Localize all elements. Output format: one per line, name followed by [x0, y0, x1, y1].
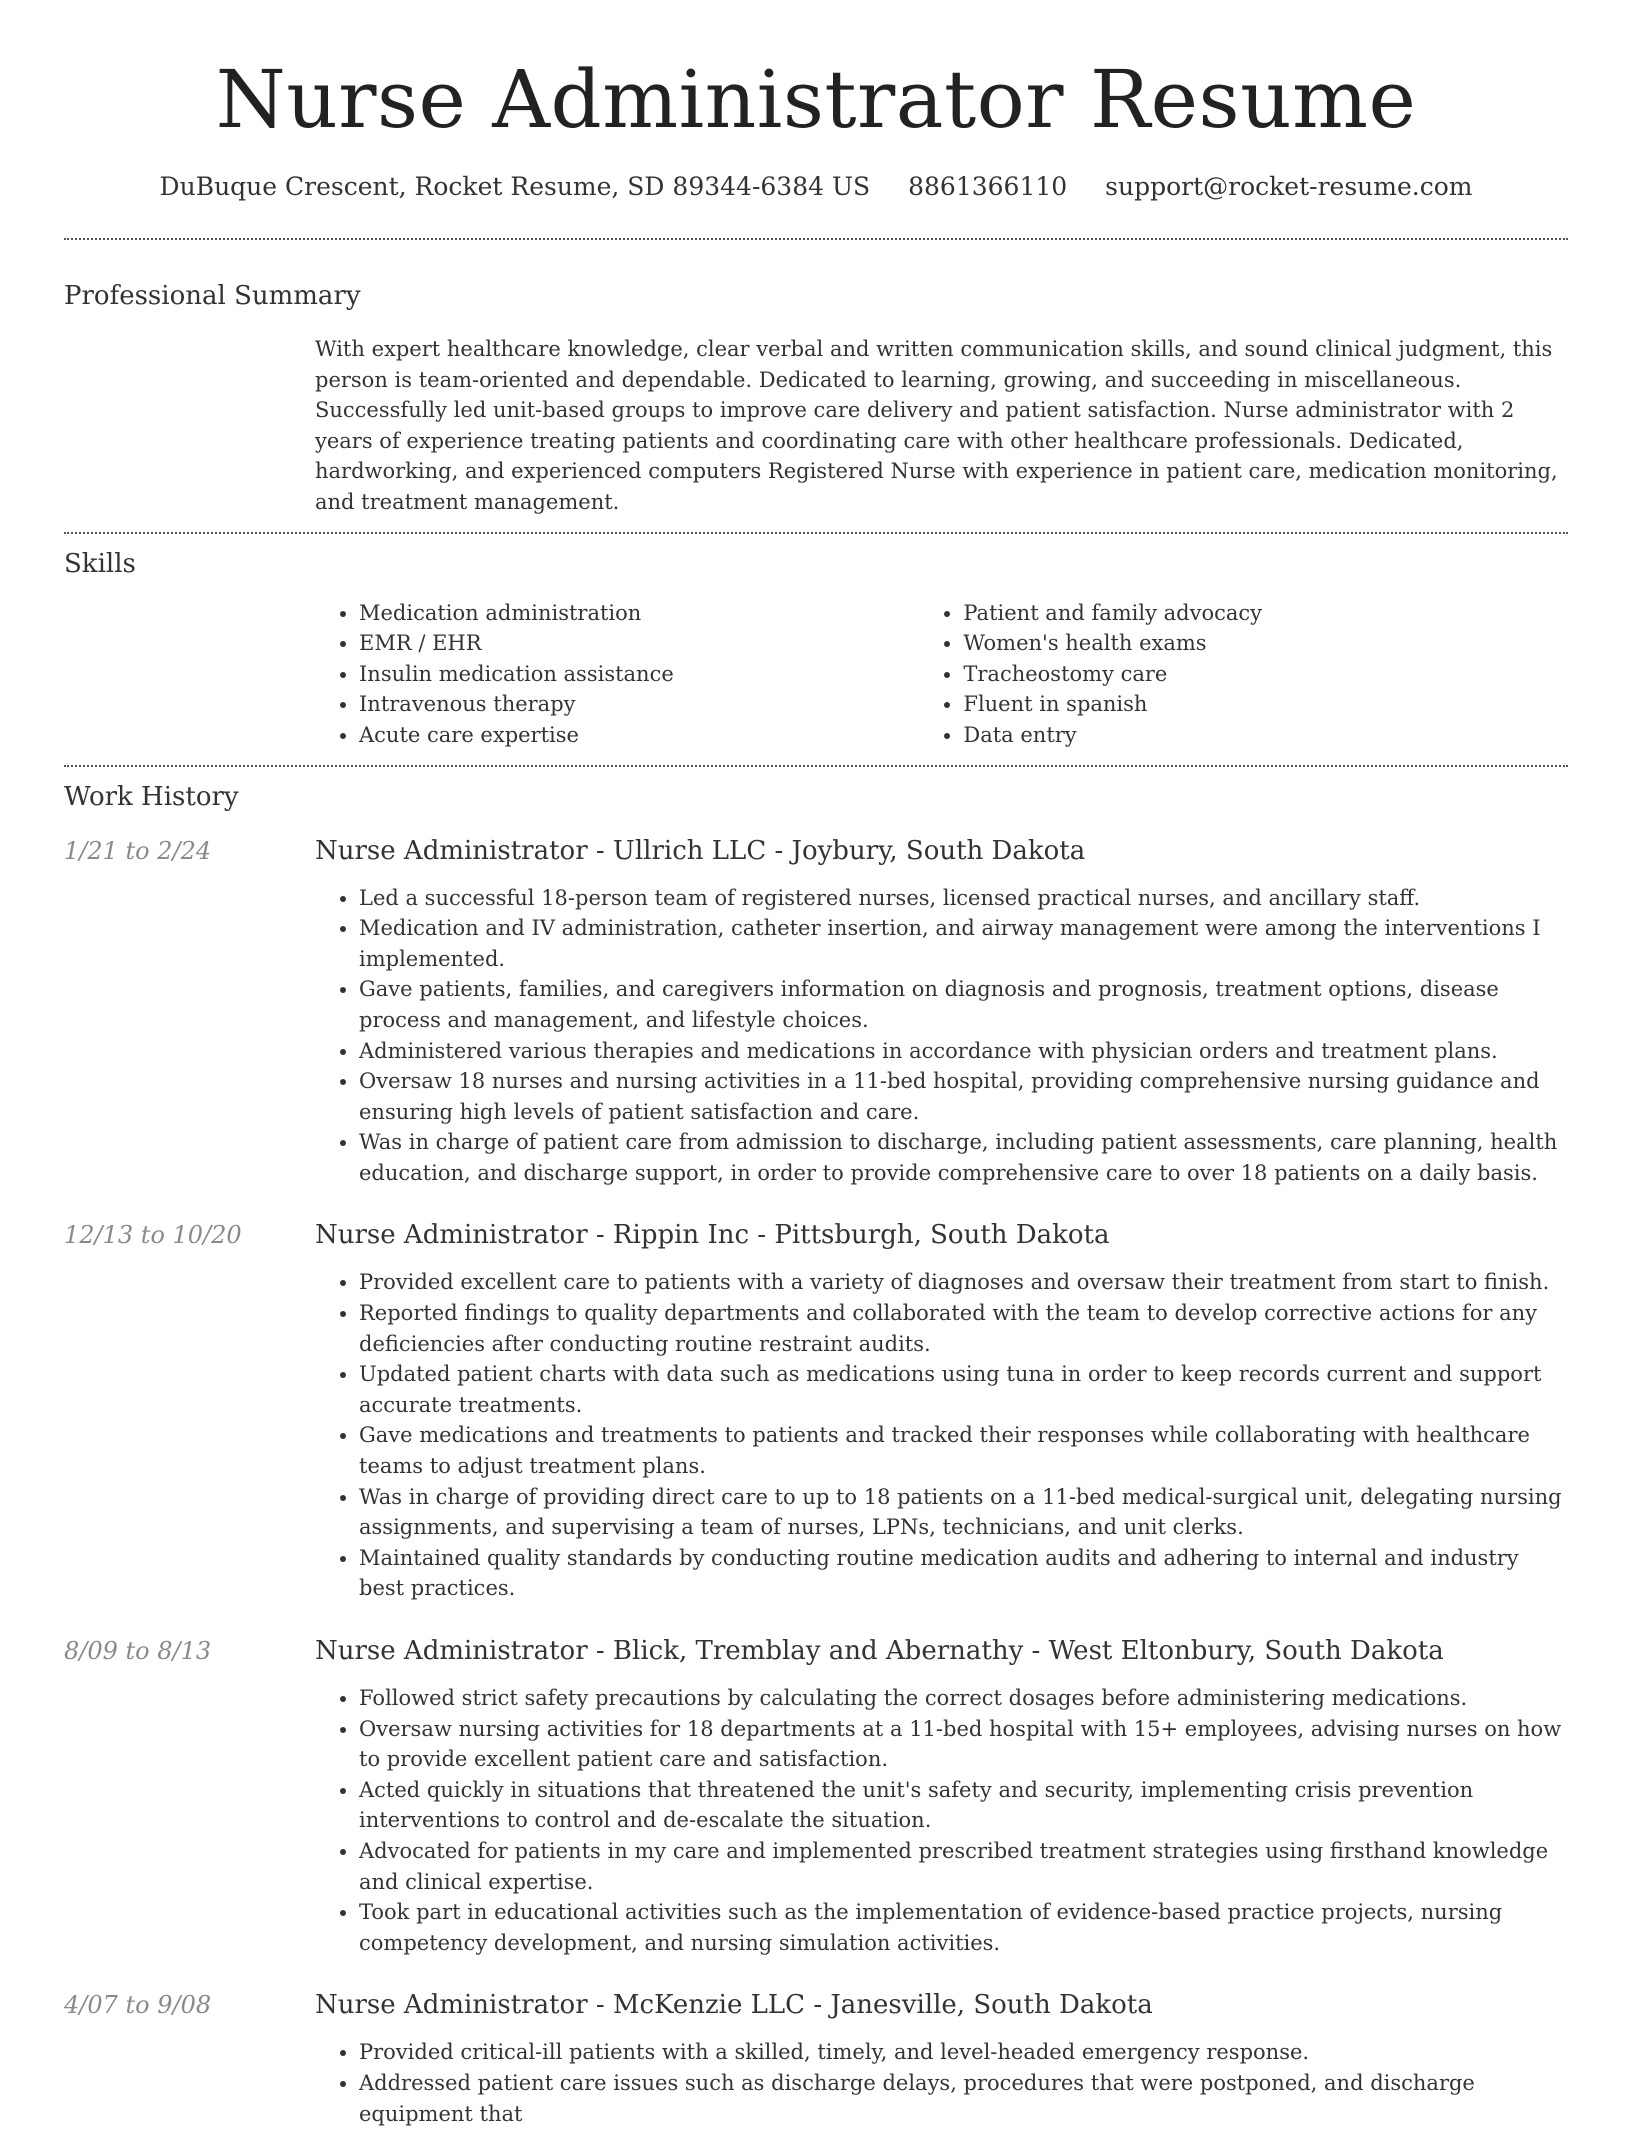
job-bullet: • Oversaw 18 nurses and nursing activities in a 11-bed hospital, providing comprehensive nursing guidance and ensuring high levels of patient satisfaction and care. — [359, 1066, 1568, 1127]
job-heading: Nurse Administrator - Ullrich LLC - Joybury, South Dakota — [315, 835, 1086, 866]
job-bullets — [315, 1683, 1568, 1958]
job-bullet: • Advocated for patients in my care and implemented prescribed treatment strategies using firsthand knowledge and clinical expertise. — [359, 1836, 1568, 1897]
job-entry — [64, 1219, 1568, 1604]
job-bullet: • Reported findings to quality departments and collaborated with the team to develop corrective actions for any deficiencies after conducting routine restraint audits. — [359, 1298, 1568, 1359]
job-heading: Nurse Administrator - Rippin Inc - Pittsburgh, South Dakota — [315, 1220, 1110, 1251]
job-bullets — [315, 1267, 1568, 1604]
job-bullet: • Gave medications and treatments to patients and tracked their responses while collaborating with healthcare teams to adjust treatment plans. — [359, 1420, 1568, 1481]
summary-heading: Professional Summary — [64, 281, 361, 311]
work-history-heading: Work History — [64, 781, 239, 812]
job-bullet: • Administered various therapies and medications in accordance with physician orders and treatment plans. — [359, 1036, 1568, 1067]
job-entry — [64, 1989, 1568, 2129]
job-body — [315, 1219, 1568, 1604]
job-body — [315, 1989, 1568, 2129]
job-bullet: • Was in charge of patient care from admission to discharge, including patient assessments, care planning, health education, and discharge support, in order to provide comprehensive care to over 18 patients on a daily basis. — [359, 1127, 1568, 1188]
job-dates: 4/07 to 9/08 — [64, 1991, 212, 2020]
job-bullet: • Addressed patient care issues such as discharge delays, procedures that were postponed, and discharge equipment that — [359, 2068, 1568, 2129]
contact-line — [64, 170, 1568, 204]
divider — [64, 532, 1568, 534]
skills-column-left — [315, 598, 919, 751]
skill-item: • Intravenous therapy — [359, 689, 919, 720]
job-heading: Nurse Administrator - McKenzie LLC - Janesville, South Dakota — [315, 1990, 1153, 2021]
job-body — [315, 835, 1568, 1189]
job-dates: 12/13 to 10/20 — [64, 1221, 242, 1250]
job-bullet: • Provided critical-ill patients with a skilled, timely, and level-headed emergency response. — [359, 2037, 1568, 2068]
job-bullet: • Followed strict safety precautions by calculating the correct dosages before administering medications. — [359, 1683, 1568, 1714]
job-dates: 1/21 to 2/24 — [64, 836, 212, 865]
resume-page — [64, 0, 1568, 2129]
job-bullet: • Maintained quality standards by conducting routine medication audits and adhering to internal and industry best practices. — [359, 1543, 1568, 1604]
skill-item: • Insulin medication assistance — [359, 659, 919, 690]
job-bullet: • Took part in educational activities such as the implementation of evidence-based practice projects, nursing competency development, and nursing simulation activities. — [359, 1897, 1568, 1958]
skill-item: • Women's health exams — [963, 628, 1568, 659]
job-bullet: • Updated patient charts with data such as medications using tuna in order to keep records current and support accurate treatments. — [359, 1359, 1568, 1420]
skill-item: • Acute care expertise — [359, 720, 919, 751]
divider — [64, 238, 1568, 240]
job-bullet: • Led a successful 18-person team of registered nurses, licensed practical nurses, and ancillary staff. — [359, 883, 1568, 914]
divider — [64, 765, 1568, 767]
skill-item: • EMR / EHR — [359, 628, 919, 659]
job-bullets — [315, 2037, 1568, 2129]
skills-list — [315, 598, 1568, 751]
job-bullet: • Gave patients, families, and caregivers information on diagnosis and prognosis, treatment options, disease process and management, and lifestyle choices. — [359, 974, 1568, 1035]
job-dates: 8/09 to 8/13 — [64, 1637, 212, 1665]
job-bullet: • Oversaw nursing activities for 18 departments at a 11-bed hospital with 15+ employees, advising nurses on how to provide excellent patient care and satisfaction. — [359, 1714, 1568, 1775]
job-entry — [64, 835, 1568, 1189]
skills-column-right — [919, 598, 1568, 751]
summary-text: With expert healthcare knowledge, clear verbal and written communication skills, and sound clinical judgment, this person is team-oriented and dependable. Dedicated to learning, growing, and succeeding in miscellaneous. Successfully led unit-based groups to improve care delivery and patient satisfaction. Nurse administrator with 2 years of experience treating patients and coordinating care with other healthcare professionals. Dedicated, hardworking, and experienced computers Registered Nurse with experience in patient care, medication monitoring, and treatment management. — [315, 337, 1558, 514]
skill-item: • Medication administration — [359, 598, 919, 629]
contact-email[interactable]: support@rocket-resume.com — [1105, 172, 1473, 201]
job-bullet: • Was in charge of providing direct care to up to 18 patients on a 11-bed medical-surgical unit, delegating nursing assignments, and supervising a team of nurses, LPNs, technicians, and unit clerks. — [359, 1482, 1568, 1543]
job-bullets — [315, 883, 1568, 1189]
skills-heading: Skills — [64, 548, 136, 579]
job-bullet: • Acted quickly in situations that threatened the unit's safety and security, implementing crisis prevention interventions to control and de-escalate the situation. — [359, 1775, 1568, 1836]
resume-title: Nurse Administrator Resume — [215, 53, 1417, 146]
job-entry — [64, 1635, 1568, 1958]
job-bullet: • Medication and IV administration, catheter insertion, and airway management were among the interventions I implemented. — [359, 913, 1568, 974]
contact-address: DuBuque Crescent, Rocket Resume, SD 89344-6384 US — [159, 172, 871, 201]
skill-item: • Patient and family advocacy — [963, 598, 1568, 629]
contact-phone: 8861366110 — [908, 172, 1068, 201]
work-history-list — [64, 835, 1568, 2129]
job-heading: Nurse Administrator - Blick, Tremblay and Abernathy - West Eltonbury, South Dakota — [315, 1636, 1444, 1666]
job-body — [315, 1635, 1568, 1958]
skill-item: • Data entry — [963, 720, 1568, 751]
skill-item: • Tracheostomy care — [963, 659, 1568, 690]
job-bullet: • Provided excellent care to patients with a variety of diagnoses and oversaw their treatment from start to finish. — [359, 1267, 1568, 1298]
skill-item: • Fluent in spanish — [963, 689, 1568, 720]
